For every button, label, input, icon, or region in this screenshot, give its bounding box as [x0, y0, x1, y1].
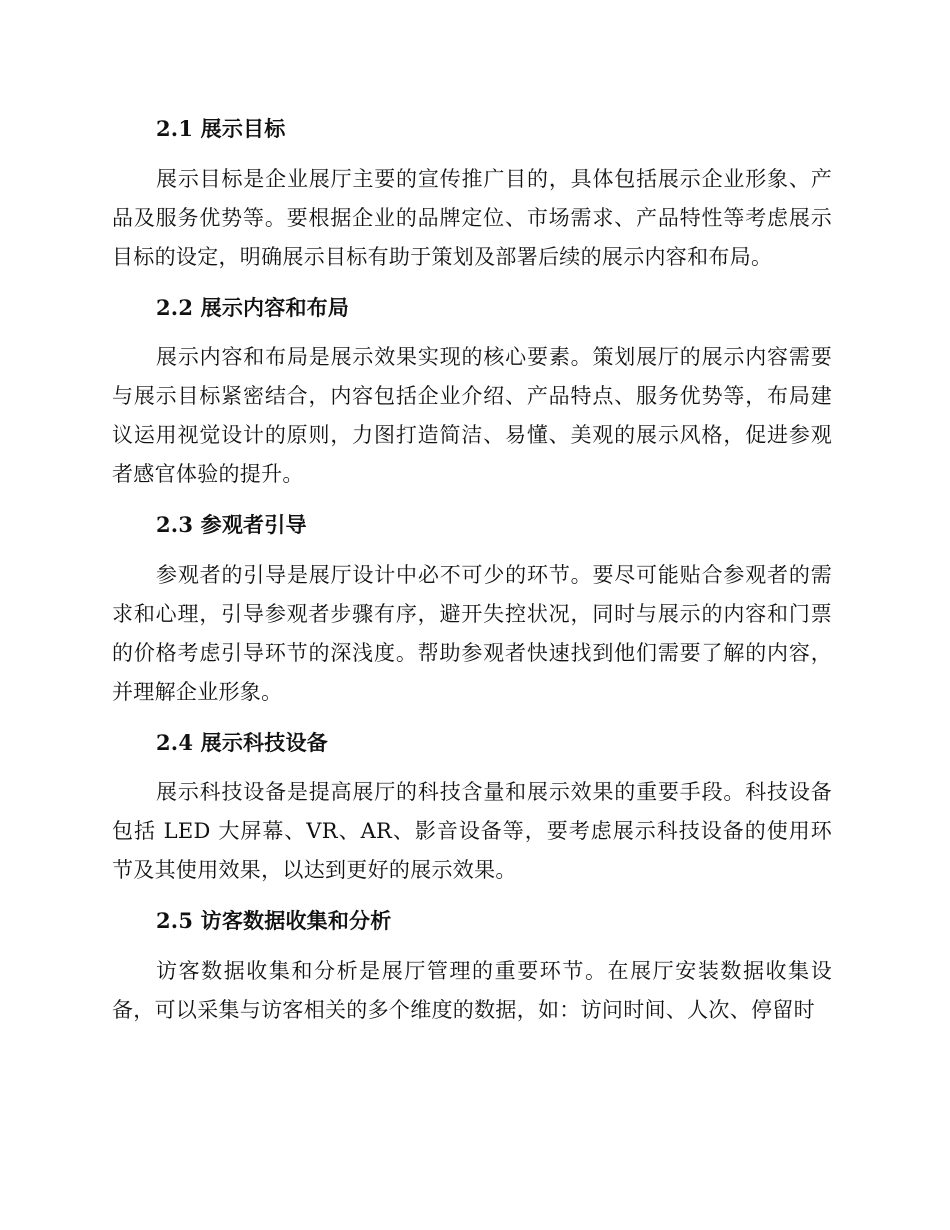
section-2-4: [112, 726, 832, 891]
section-paragraph: 展示内容和布局是展示效果实现的核心要素。策划展厅的展示内容需要与展示目标紧密结合，内容包括企业介绍、产品特点、服务优势等，布局建议运用视觉设计的原则，力图打造简洁、易懂、美观的展示风格，促进参观者感官体验的提升。: [112, 345, 832, 487]
section-heading: 2.2 展示内容和布局: [156, 294, 350, 320]
section-2-3: [112, 508, 832, 712]
section-heading: 2.5 访客数据收集和分析: [156, 908, 392, 934]
section-2-2: [112, 291, 832, 495]
section-heading: 2.4 展示科技设备: [156, 729, 328, 755]
section-paragraph: 访客数据收集和分析是展厅管理的重要环节。在展厅安装数据收集设备，可以采集与访客相关的多个维度的数据，如：访问时间、人次、停留时: [112, 958, 832, 1022]
section-paragraph: 展示目标是企业展厅主要的宣传推广目的，具体包括展示企业形象、产品及服务优势等。要根据企业的品牌定位、市场需求、产品特性等考虑展示目标的设定，明确展示目标有助于策划及部署后续的展示内容和布局。: [112, 166, 832, 269]
section-paragraph: 展示科技设备是提高展厅的科技含量和展示效果的重要手段。科技设备包括 LED 大屏幕、VR、AR、影音设备等，要考虑展示科技设备的使用环节及其使用效果，以达到更好的展示效果。: [112, 780, 832, 883]
section-heading: 2.1 展示目标: [156, 116, 286, 141]
section-paragraph: 参观者的引导是展厅设计中必不可少的环节。要尽可能贴合参观者的需求和心理，引导参观者步骤有序，避开失控状况，同时与展示的内容和门票的价格考虑引导环节的深浅度。帮助参观者快速找到他们需要了解的内容，并理解企业形象。: [112, 562, 832, 704]
section-2-1: [112, 112, 832, 277]
section-2-5: [112, 904, 832, 1030]
section-heading: 2.3 参观者引导: [156, 512, 307, 538]
